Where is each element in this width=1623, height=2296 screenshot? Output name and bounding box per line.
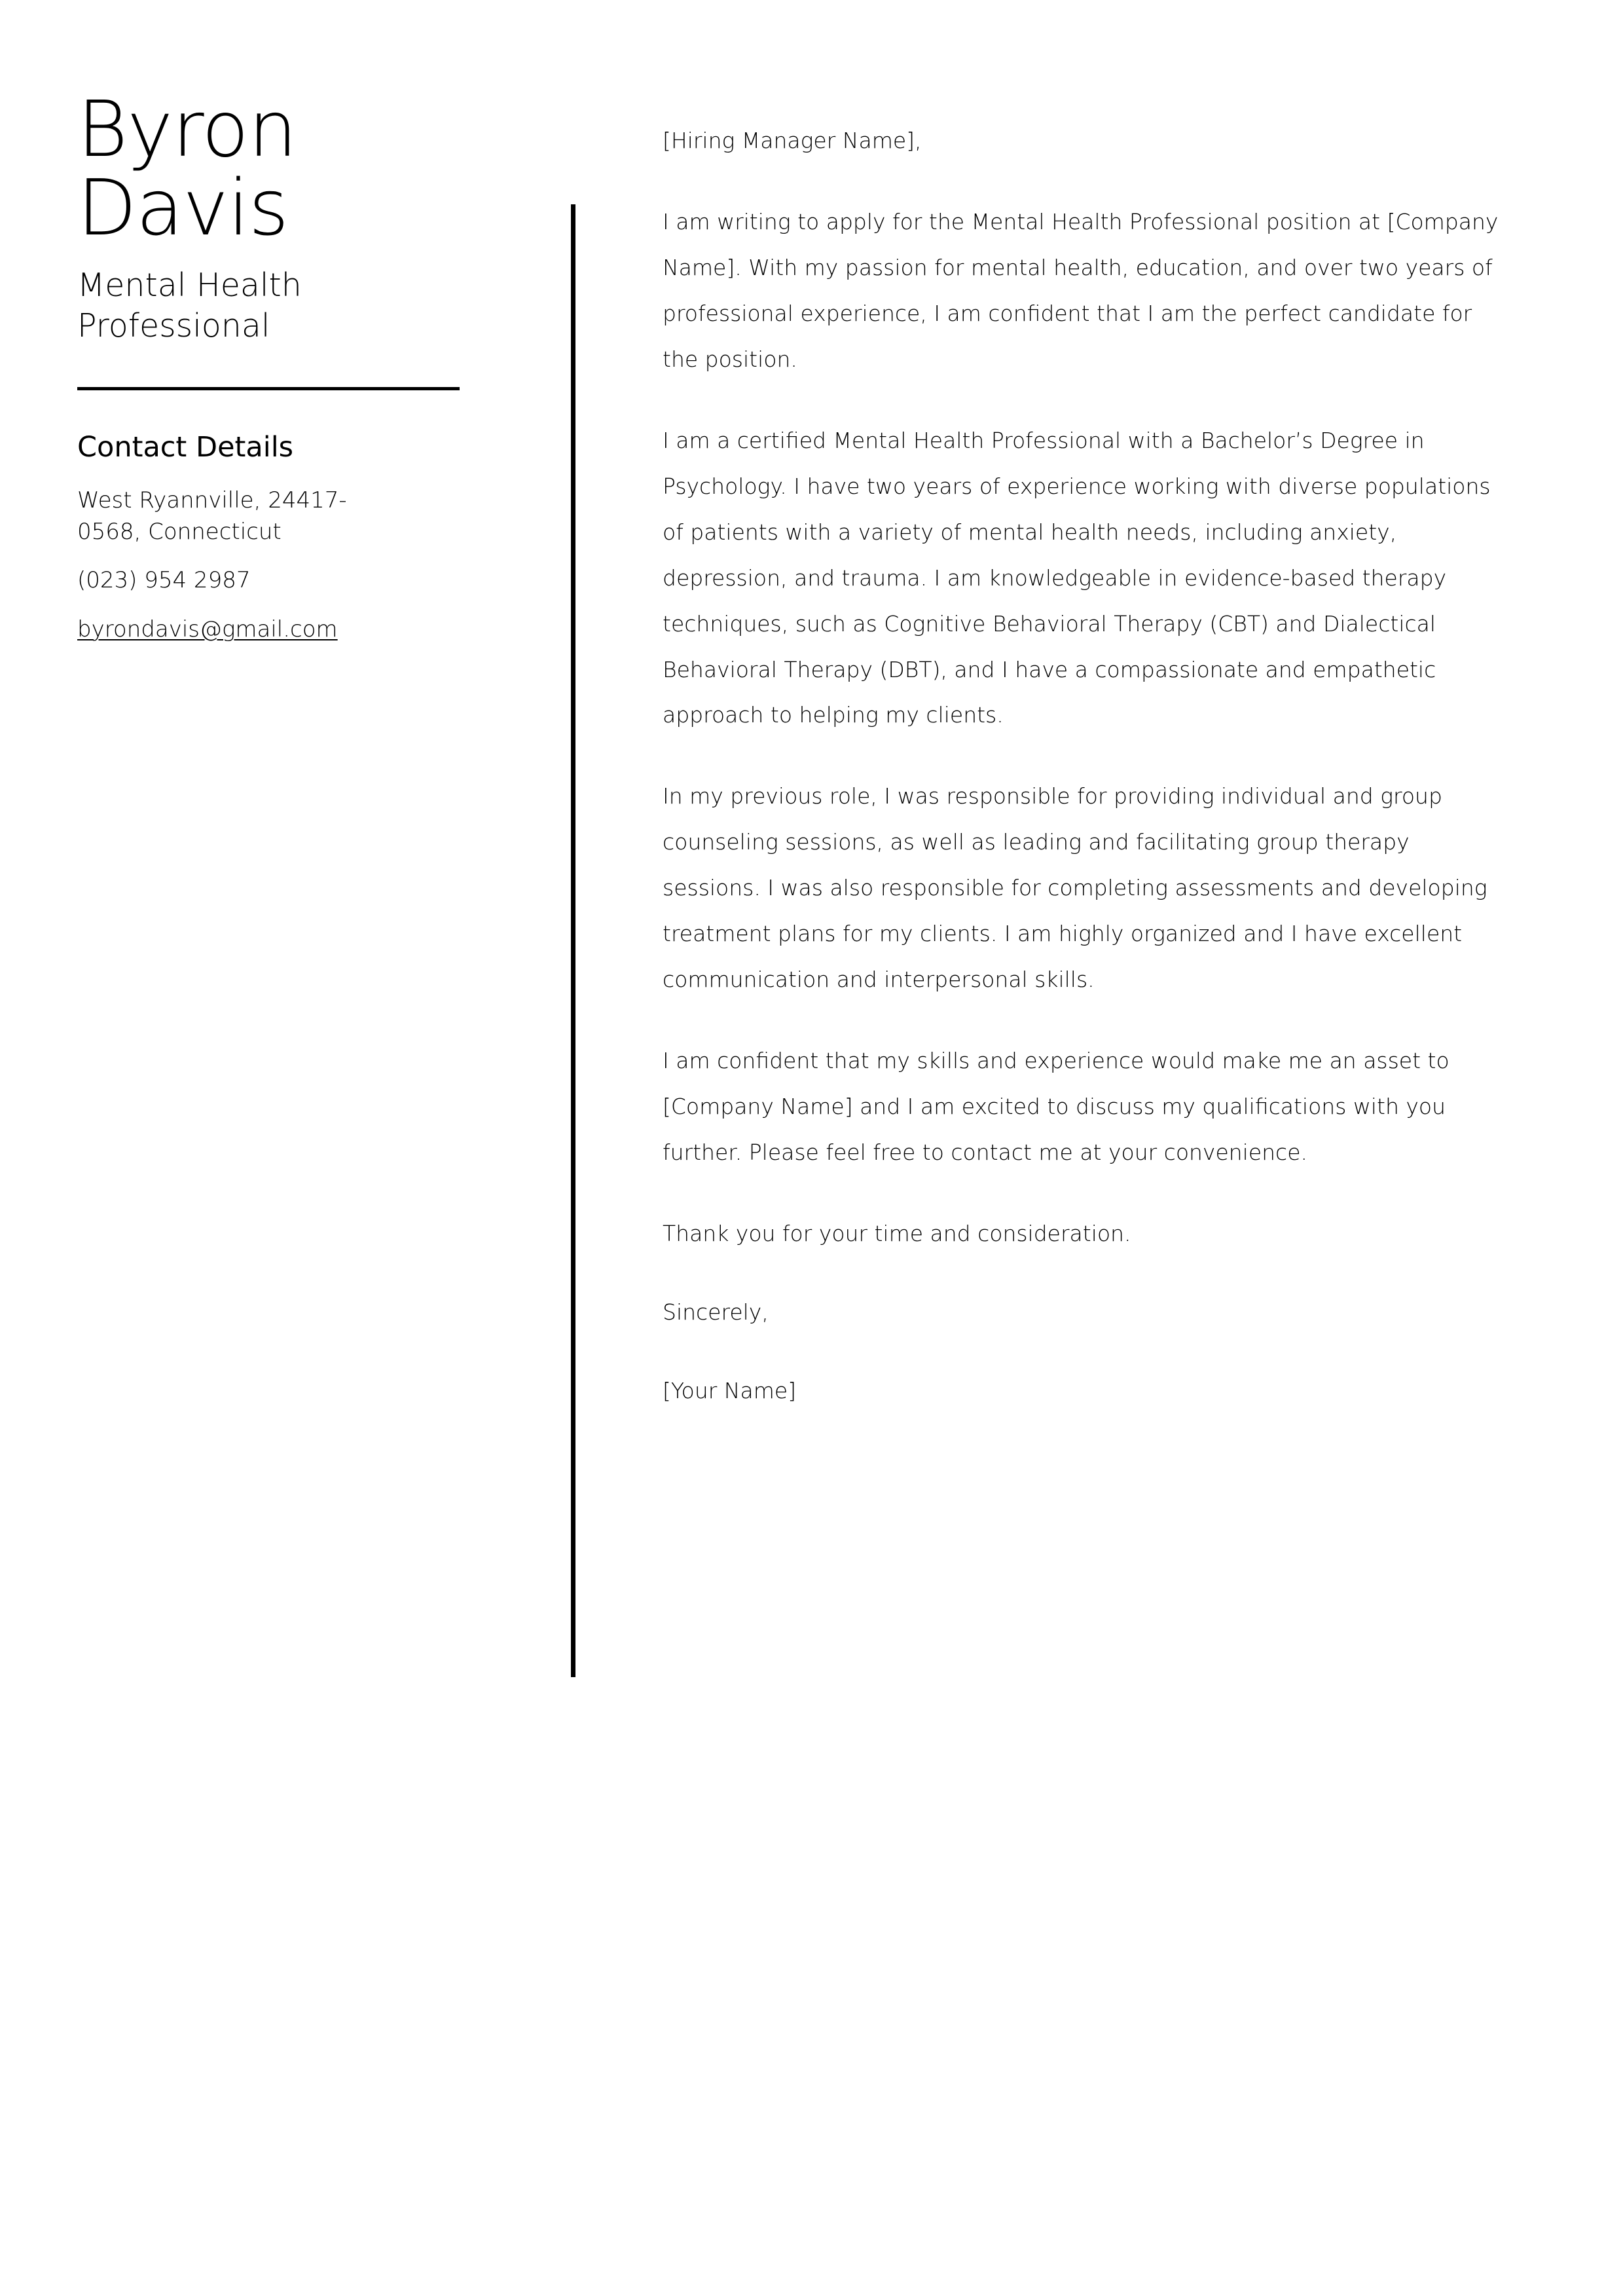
letter-paragraph-3: In my previous role, I was responsible for providing individual and group counseling sessions, as well as leading and facilitating group therapy sessions. I was also responsible for completing assessments and developing treatment plans for my clients. I am highly organized and I have excellent communication and interpersonal skills.: [663, 783, 1487, 993]
cover-letter-body: [663, 118, 1504, 1449]
sidebar: [77, 0, 470, 662]
contact-email-link[interactable]: byrondavis@gmail.com: [77, 616, 338, 642]
contact-details-list: [77, 485, 470, 662]
letter-paragraph-2: I am a certified Mental Health Professional with a Bachelor’s Degree in Psychology. I have two years of experience working with diverse populations of patients with a variety of mental health needs, including anxiety, depression, and trauma. I am knowledgeable in evidence-based therapy techniques, such as Cognitive Behavioral Therapy (CBT) and Dialectical Behavioral Therapy (DBT), and I have a compassionate and empathetic approach to helping my clients.: [663, 427, 1491, 728]
letter-paragraph-4: I am confident that my skills and experience would make me an asset to [Company Name] and I am excited to discuss my qualifications with you further. Please feel free to contact me at your convenience.: [663, 1048, 1450, 1166]
candidate-last-name: Davis: [77, 162, 289, 253]
letter-salutation: [Hiring Manager Name],: [663, 128, 922, 153]
letter-thank-you: Thank you for your time and consideration.: [663, 1221, 1131, 1247]
letter-signature: [Your Name]: [663, 1377, 797, 1403]
candidate-first-name: Byron: [77, 84, 297, 174]
contact-details-heading: Contact Details: [77, 430, 294, 464]
job-title: Mental Health Professional: [77, 267, 302, 344]
contact-address: West Ryannville, 24417-0568, Connecticut: [77, 487, 347, 545]
letter-paragraph-1: I am writing to apply for the Mental Health Professional position at [Company Name]. With my passion for mental health, education, and over two years of professional experience, I am confident that I am the perfect candidate for the position.: [663, 208, 1499, 372]
contact-phone[interactable]: (023) 954 2987: [77, 567, 251, 594]
vertical-divider: [571, 204, 575, 1677]
letter-closing: Sincerely,: [663, 1299, 769, 1325]
candidate-name: [77, 84, 470, 253]
header-divider-rule: [77, 387, 460, 390]
